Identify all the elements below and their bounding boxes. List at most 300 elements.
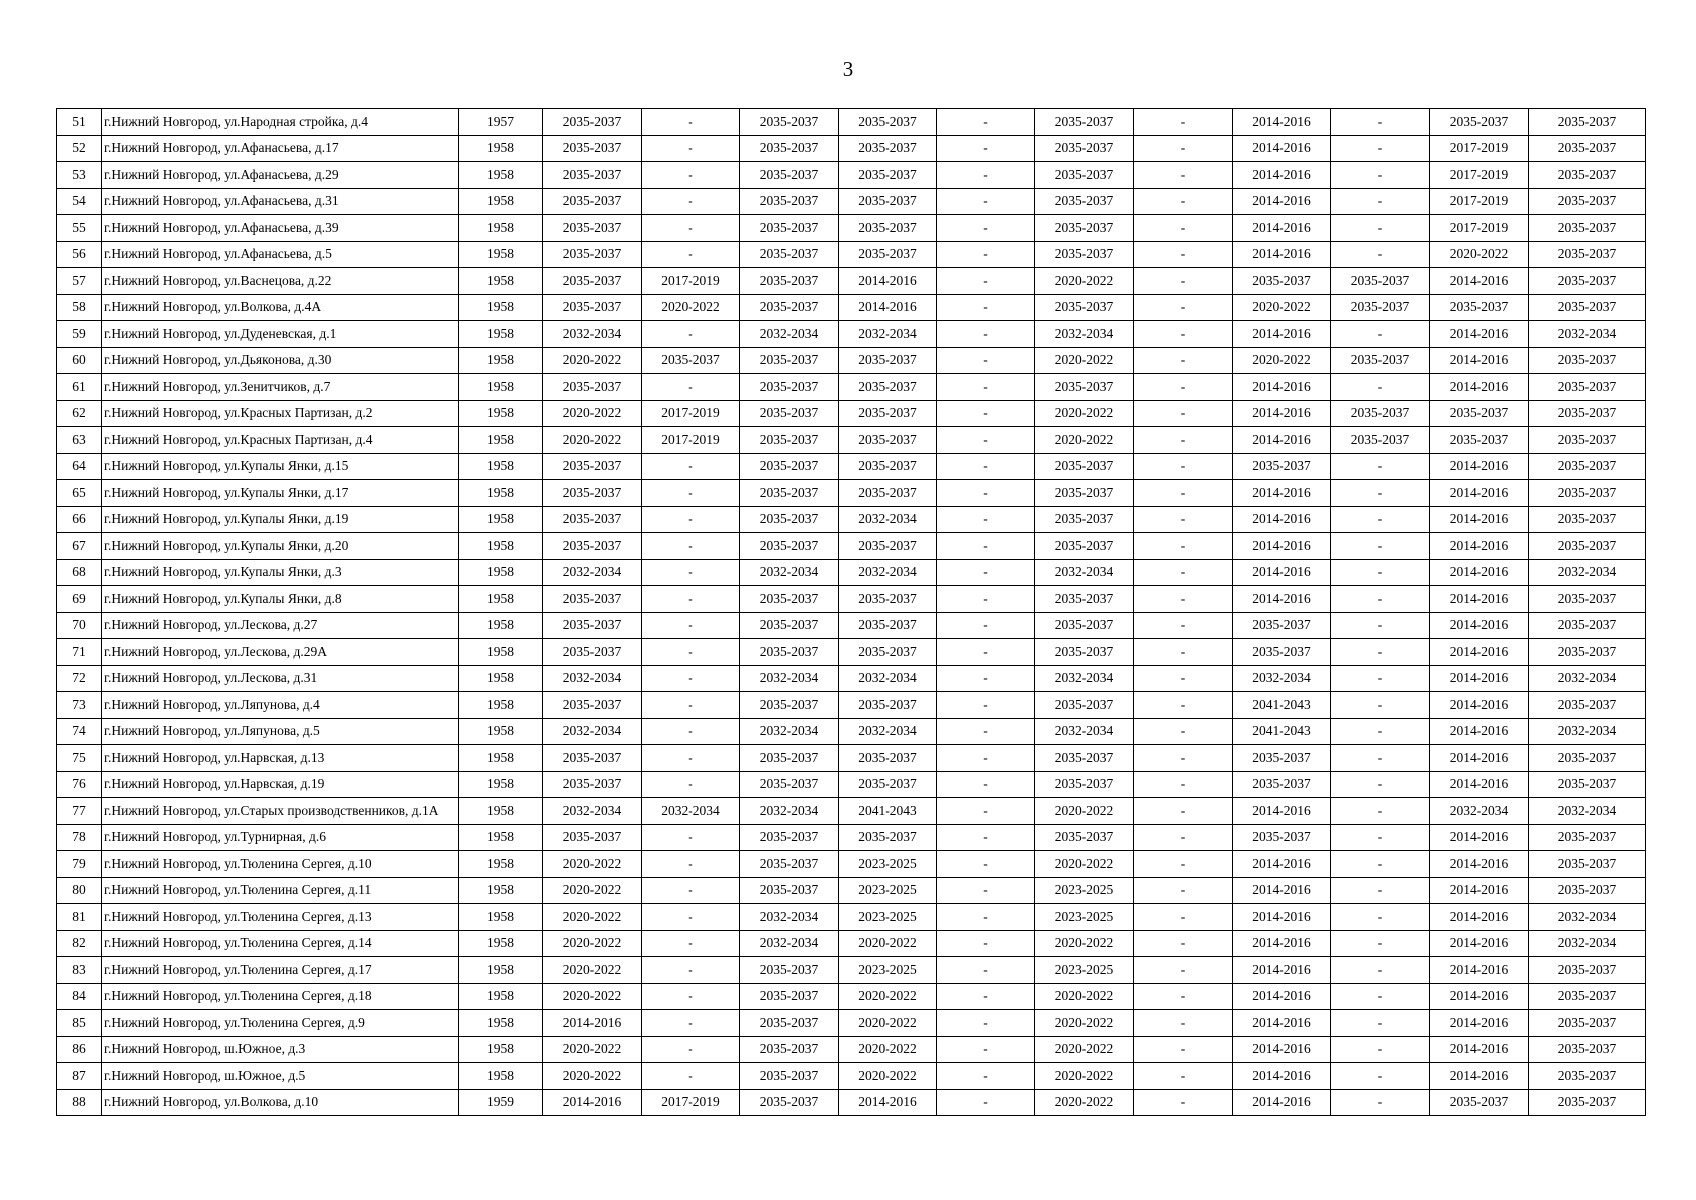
period-cell-10: 2014-2016 [1430, 639, 1529, 666]
period-cell-8: 2014-2016 [1233, 321, 1331, 348]
period-cell-7: - [1134, 480, 1233, 507]
period-cell-2: - [642, 480, 740, 507]
year-built-cell: 1958 [459, 639, 543, 666]
period-cell-8: 2014-2016 [1233, 1010, 1331, 1037]
row-number-cell: 53 [57, 162, 102, 189]
period-cell-2: - [642, 639, 740, 666]
period-cell-11: 2035-2037 [1529, 400, 1646, 427]
period-cell-1: 2035-2037 [543, 480, 642, 507]
page-number: 3 [842, 57, 854, 81]
year-built-cell: 1958 [459, 957, 543, 984]
period-cell-11: 2035-2037 [1529, 824, 1646, 851]
period-cell-10: 2014-2016 [1430, 506, 1529, 533]
period-cell-2: - [642, 824, 740, 851]
period-cell-11: 2032-2034 [1529, 798, 1646, 825]
period-cell-10: 2014-2016 [1430, 533, 1529, 560]
period-cell-10: 2014-2016 [1430, 665, 1529, 692]
period-cell-11: 2032-2034 [1529, 930, 1646, 957]
period-cell-10: 2014-2016 [1430, 268, 1529, 295]
period-cell-9: 2035-2037 [1331, 427, 1430, 454]
period-cell-3: 2032-2034 [740, 321, 839, 348]
period-cell-11: 2032-2034 [1529, 559, 1646, 586]
period-cell-2: - [642, 135, 740, 162]
period-cell-10: 2014-2016 [1430, 1036, 1529, 1063]
period-cell-2: - [642, 745, 740, 772]
period-cell-5: - [937, 798, 1035, 825]
period-cell-10: 2014-2016 [1430, 612, 1529, 639]
period-cell-1: 2035-2037 [543, 374, 642, 401]
period-cell-4: 2023-2025 [839, 957, 937, 984]
row-number-cell: 69 [57, 586, 102, 613]
year-built-cell: 1958 [459, 1036, 543, 1063]
period-cell-3: 2035-2037 [740, 135, 839, 162]
period-cell-1: 2020-2022 [543, 983, 642, 1010]
period-cell-6: 2032-2034 [1035, 321, 1134, 348]
period-cell-11: 2035-2037 [1529, 533, 1646, 560]
period-cell-5: - [937, 718, 1035, 745]
table-row [57, 135, 1646, 162]
period-cell-3: 2035-2037 [740, 745, 839, 772]
period-cell-3: 2032-2034 [740, 665, 839, 692]
row-number-cell: 83 [57, 957, 102, 984]
period-cell-3: 2035-2037 [740, 639, 839, 666]
table-row [57, 1089, 1646, 1116]
table-row [57, 612, 1646, 639]
row-number-cell: 81 [57, 904, 102, 931]
table-row [57, 586, 1646, 613]
period-cell-9: - [1331, 930, 1430, 957]
period-cell-11: 2035-2037 [1529, 586, 1646, 613]
period-cell-2: - [642, 321, 740, 348]
period-cell-6: 2020-2022 [1035, 1089, 1134, 1116]
period-cell-5: - [937, 506, 1035, 533]
period-cell-11: 2035-2037 [1529, 188, 1646, 215]
address-cell: г.Нижний Новгород, ул.Зенитчиков, д.7 [102, 374, 459, 401]
period-cell-8: 2032-2034 [1233, 665, 1331, 692]
table-body [57, 109, 1646, 1116]
address-cell: г.Нижний Новгород, ул.Тюленина Сергея, д.11 [102, 877, 459, 904]
period-cell-11: 2035-2037 [1529, 135, 1646, 162]
period-cell-11: 2035-2037 [1529, 612, 1646, 639]
period-cell-3: 2035-2037 [740, 586, 839, 613]
period-cell-10: 2014-2016 [1430, 983, 1529, 1010]
housing-repair-schedule-table [56, 108, 1646, 1116]
year-built-cell: 1958 [459, 427, 543, 454]
period-cell-10: 2014-2016 [1430, 957, 1529, 984]
row-number-cell: 79 [57, 851, 102, 878]
year-built-cell: 1958 [459, 718, 543, 745]
row-number-cell: 60 [57, 347, 102, 374]
period-cell-8: 2041-2043 [1233, 718, 1331, 745]
period-cell-1: 2032-2034 [543, 321, 642, 348]
period-cell-3: 2035-2037 [740, 268, 839, 295]
period-cell-5: - [937, 957, 1035, 984]
year-built-cell: 1958 [459, 162, 543, 189]
table-row [57, 321, 1646, 348]
address-cell: г.Нижний Новгород, ул.Купалы Янки, д.8 [102, 586, 459, 613]
table-row [57, 188, 1646, 215]
period-cell-2: 2032-2034 [642, 798, 740, 825]
period-cell-7: - [1134, 1010, 1233, 1037]
period-cell-9: - [1331, 374, 1430, 401]
period-cell-9: - [1331, 639, 1430, 666]
period-cell-7: - [1134, 427, 1233, 454]
address-cell: г.Нижний Новгород, ш.Южное, д.3 [102, 1036, 459, 1063]
period-cell-9: - [1331, 109, 1430, 136]
period-cell-1: 2035-2037 [543, 824, 642, 851]
address-cell: г.Нижний Новгород, ул.Тюленина Сергея, д.13 [102, 904, 459, 931]
period-cell-11: 2035-2037 [1529, 480, 1646, 507]
period-cell-5: - [937, 321, 1035, 348]
address-cell: г.Нижний Новгород, ул.Народная стройка, д.4 [102, 109, 459, 136]
period-cell-1: 2020-2022 [543, 877, 642, 904]
period-cell-6: 2020-2022 [1035, 1010, 1134, 1037]
year-built-cell: 1959 [459, 1089, 543, 1116]
period-cell-7: - [1134, 188, 1233, 215]
period-cell-5: - [937, 586, 1035, 613]
period-cell-3: 2035-2037 [740, 1010, 839, 1037]
table-row [57, 162, 1646, 189]
period-cell-9: - [1331, 1036, 1430, 1063]
period-cell-2: - [642, 533, 740, 560]
period-cell-5: - [937, 215, 1035, 242]
period-cell-5: - [937, 559, 1035, 586]
year-built-cell: 1957 [459, 109, 543, 136]
period-cell-11: 2035-2037 [1529, 877, 1646, 904]
period-cell-6: 2035-2037 [1035, 162, 1134, 189]
period-cell-11: 2035-2037 [1529, 162, 1646, 189]
row-number-cell: 61 [57, 374, 102, 401]
year-built-cell: 1958 [459, 665, 543, 692]
period-cell-11: 2032-2034 [1529, 904, 1646, 931]
period-cell-6: 2023-2025 [1035, 877, 1134, 904]
period-cell-9: - [1331, 824, 1430, 851]
period-cell-7: - [1134, 639, 1233, 666]
period-cell-7: - [1134, 1089, 1233, 1116]
period-cell-1: 2032-2034 [543, 559, 642, 586]
period-cell-6: 2020-2022 [1035, 1036, 1134, 1063]
period-cell-10: 2014-2016 [1430, 453, 1529, 480]
address-cell: г.Нижний Новгород, ул.Старых производственников, д.1А [102, 798, 459, 825]
period-cell-8: 2014-2016 [1233, 427, 1331, 454]
period-cell-9: - [1331, 586, 1430, 613]
period-cell-8: 2014-2016 [1233, 135, 1331, 162]
address-cell: г.Нижний Новгород, ул.Купалы Янки, д.15 [102, 453, 459, 480]
address-cell: г.Нижний Новгород, ул.Тюленина Сергея, д.14 [102, 930, 459, 957]
period-cell-11: 2035-2037 [1529, 109, 1646, 136]
table-row [57, 851, 1646, 878]
period-cell-10: 2035-2037 [1430, 400, 1529, 427]
row-number-cell: 71 [57, 639, 102, 666]
row-number-cell: 86 [57, 1036, 102, 1063]
period-cell-9: - [1331, 321, 1430, 348]
period-cell-1: 2035-2037 [543, 506, 642, 533]
period-cell-9: - [1331, 480, 1430, 507]
period-cell-6: 2035-2037 [1035, 612, 1134, 639]
period-cell-8: 2020-2022 [1233, 347, 1331, 374]
period-cell-3: 2035-2037 [740, 109, 839, 136]
period-cell-5: - [937, 851, 1035, 878]
row-number-cell: 82 [57, 930, 102, 957]
row-number-cell: 74 [57, 718, 102, 745]
period-cell-3: 2035-2037 [740, 427, 839, 454]
period-cell-1: 2032-2034 [543, 718, 642, 745]
period-cell-7: - [1134, 771, 1233, 798]
period-cell-2: - [642, 957, 740, 984]
period-cell-3: 2035-2037 [740, 374, 839, 401]
period-cell-1: 2035-2037 [543, 586, 642, 613]
period-cell-11: 2032-2034 [1529, 321, 1646, 348]
period-cell-7: - [1134, 400, 1233, 427]
period-cell-8: 2014-2016 [1233, 241, 1331, 268]
period-cell-7: - [1134, 930, 1233, 957]
row-number-cell: 65 [57, 480, 102, 507]
table-row [57, 771, 1646, 798]
period-cell-5: - [937, 1089, 1035, 1116]
period-cell-3: 2035-2037 [740, 347, 839, 374]
period-cell-10: 2020-2022 [1430, 241, 1529, 268]
table-row [57, 1010, 1646, 1037]
period-cell-3: 2035-2037 [740, 771, 839, 798]
period-cell-5: - [937, 294, 1035, 321]
period-cell-9: - [1331, 453, 1430, 480]
period-cell-1: 2020-2022 [543, 400, 642, 427]
period-cell-5: - [937, 877, 1035, 904]
period-cell-3: 2035-2037 [740, 1036, 839, 1063]
table-row [57, 400, 1646, 427]
period-cell-6: 2023-2025 [1035, 904, 1134, 931]
period-cell-2: - [642, 506, 740, 533]
row-number-cell: 78 [57, 824, 102, 851]
period-cell-11: 2035-2037 [1529, 374, 1646, 401]
period-cell-9: 2035-2037 [1331, 400, 1430, 427]
year-built-cell: 1958 [459, 321, 543, 348]
address-cell: г.Нижний Новгород, ул.Дьяконова, д.30 [102, 347, 459, 374]
address-cell: г.Нижний Новгород, ул.Лескова, д.29А [102, 639, 459, 666]
period-cell-4: 2032-2034 [839, 559, 937, 586]
period-cell-11: 2035-2037 [1529, 957, 1646, 984]
period-cell-8: 2035-2037 [1233, 612, 1331, 639]
period-cell-2: - [642, 1036, 740, 1063]
period-cell-8: 2014-2016 [1233, 559, 1331, 586]
period-cell-5: - [937, 453, 1035, 480]
address-cell: г.Нижний Новгород, ул.Дуденевская, д.1 [102, 321, 459, 348]
address-cell: г.Нижний Новгород, ул.Купалы Янки, д.17 [102, 480, 459, 507]
period-cell-3: 2035-2037 [740, 294, 839, 321]
address-cell: г.Нижний Новгород, ул.Купалы Янки, д.20 [102, 533, 459, 560]
period-cell-1: 2035-2037 [543, 639, 642, 666]
period-cell-1: 2014-2016 [543, 1089, 642, 1116]
year-built-cell: 1958 [459, 586, 543, 613]
row-number-cell: 54 [57, 188, 102, 215]
table-row [57, 559, 1646, 586]
year-built-cell: 1958 [459, 188, 543, 215]
period-cell-11: 2035-2037 [1529, 506, 1646, 533]
period-cell-9: 2035-2037 [1331, 347, 1430, 374]
period-cell-4: 2035-2037 [839, 745, 937, 772]
period-cell-11: 2035-2037 [1529, 771, 1646, 798]
period-cell-10: 2014-2016 [1430, 718, 1529, 745]
period-cell-1: 2020-2022 [543, 957, 642, 984]
period-cell-7: - [1134, 745, 1233, 772]
address-cell: г.Нижний Новгород, ул.Тюленина Сергея, д.9 [102, 1010, 459, 1037]
period-cell-1: 2035-2037 [543, 612, 642, 639]
period-cell-9: 2035-2037 [1331, 268, 1430, 295]
year-built-cell: 1958 [459, 374, 543, 401]
period-cell-10: 2014-2016 [1430, 692, 1529, 719]
period-cell-11: 2035-2037 [1529, 1063, 1646, 1090]
year-built-cell: 1958 [459, 533, 543, 560]
period-cell-9: - [1331, 877, 1430, 904]
period-cell-11: 2035-2037 [1529, 1010, 1646, 1037]
period-cell-11: 2032-2034 [1529, 665, 1646, 692]
period-cell-1: 2035-2037 [543, 109, 642, 136]
year-built-cell: 1958 [459, 1063, 543, 1090]
year-built-cell: 1958 [459, 215, 543, 242]
period-cell-10: 2035-2037 [1430, 1089, 1529, 1116]
period-cell-2: - [642, 904, 740, 931]
period-cell-4: 2032-2034 [839, 506, 937, 533]
period-cell-11: 2035-2037 [1529, 1089, 1646, 1116]
period-cell-7: - [1134, 533, 1233, 560]
period-cell-1: 2035-2037 [543, 162, 642, 189]
address-cell: г.Нижний Новгород, ул.Турнирная, д.6 [102, 824, 459, 851]
period-cell-11: 2035-2037 [1529, 427, 1646, 454]
year-built-cell: 1958 [459, 771, 543, 798]
period-cell-2: - [642, 612, 740, 639]
row-number-cell: 84 [57, 983, 102, 1010]
period-cell-3: 2035-2037 [740, 612, 839, 639]
period-cell-10: 2014-2016 [1430, 771, 1529, 798]
period-cell-5: - [937, 692, 1035, 719]
table-row [57, 241, 1646, 268]
period-cell-7: - [1134, 798, 1233, 825]
period-cell-6: 2020-2022 [1035, 1063, 1134, 1090]
address-cell: г.Нижний Новгород, ул.Волкова, д.4А [102, 294, 459, 321]
period-cell-5: - [937, 983, 1035, 1010]
period-cell-4: 2035-2037 [839, 162, 937, 189]
period-cell-11: 2035-2037 [1529, 1036, 1646, 1063]
period-cell-11: 2035-2037 [1529, 347, 1646, 374]
period-cell-1: 2020-2022 [543, 930, 642, 957]
table-row [57, 480, 1646, 507]
period-cell-7: - [1134, 506, 1233, 533]
table-row [57, 347, 1646, 374]
period-cell-8: 2014-2016 [1233, 904, 1331, 931]
period-cell-8: 2014-2016 [1233, 162, 1331, 189]
year-built-cell: 1958 [459, 400, 543, 427]
period-cell-11: 2035-2037 [1529, 983, 1646, 1010]
table-row [57, 983, 1646, 1010]
period-cell-6: 2020-2022 [1035, 347, 1134, 374]
period-cell-3: 2035-2037 [740, 480, 839, 507]
period-cell-4: 2014-2016 [839, 268, 937, 295]
period-cell-5: - [937, 241, 1035, 268]
period-cell-7: - [1134, 904, 1233, 931]
period-cell-3: 2035-2037 [740, 453, 839, 480]
table-row [57, 904, 1646, 931]
period-cell-7: - [1134, 612, 1233, 639]
year-built-cell: 1958 [459, 745, 543, 772]
period-cell-7: - [1134, 824, 1233, 851]
period-cell-9: - [1331, 1089, 1430, 1116]
period-cell-7: - [1134, 1036, 1233, 1063]
period-cell-1: 2035-2037 [543, 453, 642, 480]
period-cell-8: 2014-2016 [1233, 983, 1331, 1010]
period-cell-4: 2035-2037 [839, 374, 937, 401]
period-cell-2: - [642, 559, 740, 586]
period-cell-8: 2035-2037 [1233, 639, 1331, 666]
period-cell-11: 2035-2037 [1529, 294, 1646, 321]
period-cell-7: - [1134, 241, 1233, 268]
period-cell-4: 2014-2016 [839, 1089, 937, 1116]
row-number-cell: 63 [57, 427, 102, 454]
period-cell-9: - [1331, 188, 1430, 215]
address-cell: г.Нижний Новгород, ул.Купалы Янки, д.3 [102, 559, 459, 586]
period-cell-6: 2035-2037 [1035, 824, 1134, 851]
period-cell-10: 2014-2016 [1430, 347, 1529, 374]
period-cell-6: 2035-2037 [1035, 294, 1134, 321]
period-cell-2: 2020-2022 [642, 294, 740, 321]
period-cell-7: - [1134, 559, 1233, 586]
period-cell-7: - [1134, 983, 1233, 1010]
period-cell-5: - [937, 665, 1035, 692]
period-cell-10: 2014-2016 [1430, 480, 1529, 507]
address-cell: г.Нижний Новгород, ул.Красных Партизан, д.4 [102, 427, 459, 454]
period-cell-2: - [642, 453, 740, 480]
period-cell-8: 2014-2016 [1233, 109, 1331, 136]
period-cell-6: 2035-2037 [1035, 533, 1134, 560]
period-cell-3: 2035-2037 [740, 188, 839, 215]
period-cell-10: 2017-2019 [1430, 188, 1529, 215]
period-cell-6: 2035-2037 [1035, 586, 1134, 613]
period-cell-5: - [937, 347, 1035, 374]
period-cell-3: 2035-2037 [740, 851, 839, 878]
period-cell-2: - [642, 586, 740, 613]
period-cell-9: - [1331, 798, 1430, 825]
period-cell-10: 2017-2019 [1430, 162, 1529, 189]
row-number-cell: 77 [57, 798, 102, 825]
period-cell-6: 2020-2022 [1035, 400, 1134, 427]
address-cell: г.Нижний Новгород, ул.Лескова, д.31 [102, 665, 459, 692]
period-cell-8: 2014-2016 [1233, 400, 1331, 427]
period-cell-9: - [1331, 506, 1430, 533]
period-cell-2: - [642, 374, 740, 401]
year-built-cell: 1958 [459, 480, 543, 507]
period-cell-4: 2035-2037 [839, 586, 937, 613]
period-cell-2: - [642, 718, 740, 745]
period-cell-4: 2020-2022 [839, 1036, 937, 1063]
period-cell-7: - [1134, 294, 1233, 321]
period-cell-10: 2014-2016 [1430, 877, 1529, 904]
table-row [57, 427, 1646, 454]
period-cell-7: - [1134, 321, 1233, 348]
period-cell-2: - [642, 188, 740, 215]
period-cell-11: 2032-2034 [1529, 718, 1646, 745]
period-cell-6: 2035-2037 [1035, 374, 1134, 401]
address-cell: г.Нижний Новгород, ул.Васнецова, д.22 [102, 268, 459, 295]
year-built-cell: 1958 [459, 692, 543, 719]
year-built-cell: 1958 [459, 798, 543, 825]
period-cell-2: 2017-2019 [642, 427, 740, 454]
period-cell-2: 2035-2037 [642, 347, 740, 374]
period-cell-4: 2035-2037 [839, 692, 937, 719]
row-number-cell: 62 [57, 400, 102, 427]
period-cell-2: 2017-2019 [642, 400, 740, 427]
period-cell-1: 2035-2037 [543, 135, 642, 162]
period-cell-4: 2035-2037 [839, 241, 937, 268]
table-row [57, 294, 1646, 321]
